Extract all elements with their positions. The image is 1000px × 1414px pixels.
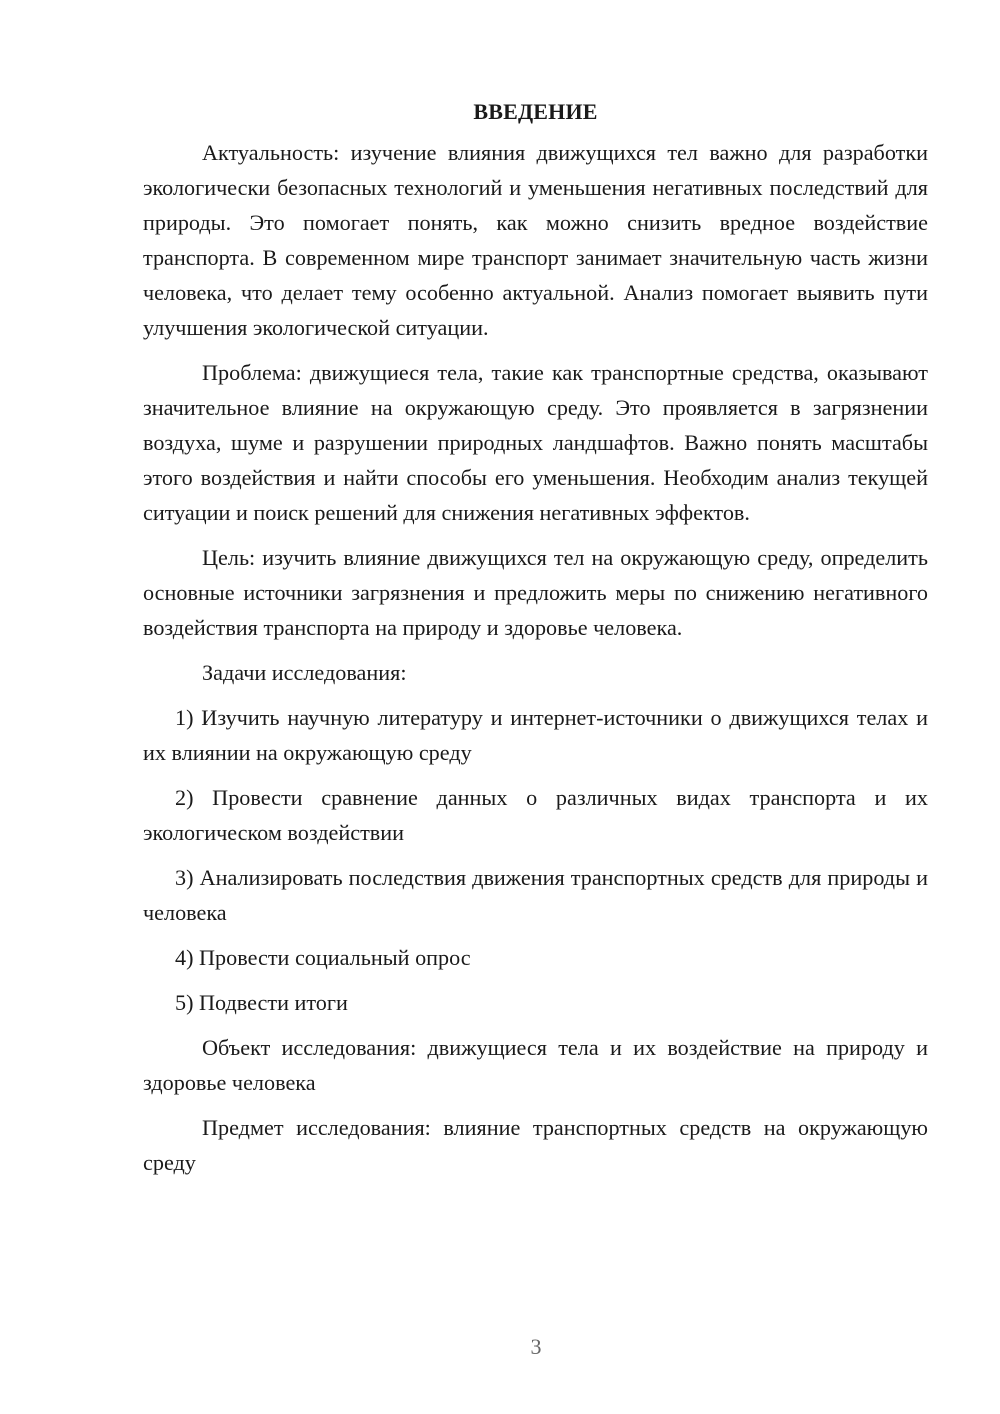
task-item-5: 5) Подвести итоги [175, 990, 348, 1015]
goal-paragraph: Цель: изучить влияние движущихся тел на окружающую среду, определить основные источники загрязнения и предложить меры по снижению негативного воздействия транспорта на природу и здоровье человека. [143, 545, 928, 640]
page-content [143, 94, 928, 1190]
page-title: ВВЕДЕНИЕ [473, 99, 598, 124]
relevance-paragraph: Актуальность: изучение влияния движущихся тел важно для разработки экологически безопасных технологий и уменьшения негативных последствий для природы. Это помогает понять, как можно снизить вредное воздействие транспорта. В современном мире транспорт занимает значительную часть жизни человека, что делает тему особенно актуальной. Анализ помогает выявить пути улучшения экологической ситуации. [143, 140, 928, 340]
tasks-heading: Задачи исследования: [202, 660, 407, 685]
page-number: 3 [530, 1334, 542, 1359]
research-object-paragraph: Объект исследования: движущиеся тела и их воздействие на природу и здоровье человека [143, 1035, 928, 1095]
problem-paragraph: Проблема: движущиеся тела, такие как транспортные средства, оказывают значительное влияние на окружающую среду. Это проявляется в загрязнении воздуха, шуме и разрушении природных ландшафтов. Важно понять масштабы этого воздействия и найти способы его уменьшения. Необходим анализ текущей ситуации и поиск решений для снижения негативных эффектов. [143, 360, 928, 525]
task-item-1: 1) Изучить научную литературу и интернет-источники о движущихся телах и их влиянии на окружающую среду [143, 705, 928, 765]
task-item-4: 4) Провести социальный опрос [175, 945, 471, 970]
task-item-3: 3) Анализировать последствия движения транспортных средств для природы и человека [143, 865, 928, 925]
research-subject-paragraph: Предмет исследования: влияние транспортных средств на окружающую среду [143, 1115, 928, 1175]
task-item-2: 2) Провести сравнение данных о различных видах транспорта и их экологическом воздействии [143, 785, 928, 845]
